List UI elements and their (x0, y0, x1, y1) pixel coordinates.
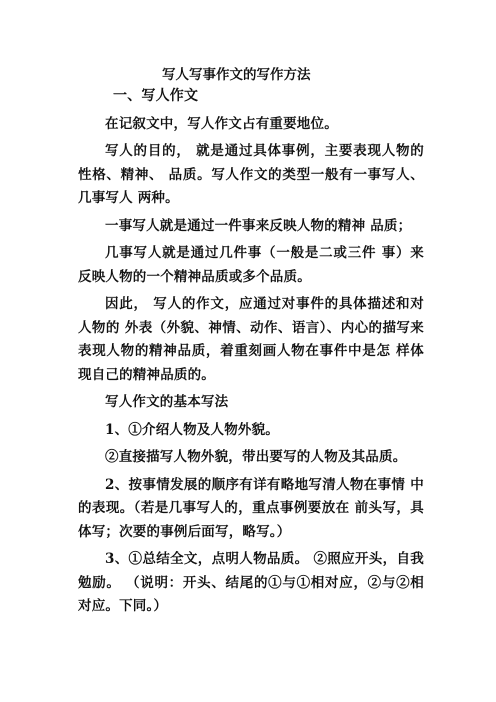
page-title: 写人写事作文的写作方法 (162, 67, 311, 83)
paragraph: 写人作文的基本写法 (105, 394, 229, 410)
document-body (78, 85, 424, 623)
paragraph: 几事写人就是通过几件事（一般是二或三件 事）来反映人物的一个精神品质或多个品质。 (78, 245, 424, 285)
paragraph: 在记叙文中，写人作文占有重要地位。 (105, 115, 338, 132)
paragraph: 因此， 写人的作文，应通过对事件的具体描述和对人物的 外表（外貌、神情、动作、语言）、内心的描写来 表现人物的精神品质，着重刻画人物在事件中是怎 样体现自己的精神品质的。 (78, 296, 424, 383)
paragraph: 1、①介绍人物及人物外貌。 (105, 421, 279, 438)
paragraph: 写人的目的， 就是通过具体事例，主要表现人物的性格、精神、 品质。写人作文的类型一般有一事写人、几事写人 两种。 (78, 143, 424, 206)
paragraph: 2、按事情发展的顺序有详有略地写清人物在事情 中的表现。（若是几事写人的，重点事例要放在 前头写，具体写；次要的事例后面写，略写。） (78, 476, 424, 540)
paragraph: ②直接描写人物外貌，带出要写的人物及其品质。 (105, 449, 407, 465)
paragraph: 一事写人就是通过一件事来反映人物的精神 品质； (105, 217, 412, 234)
section-heading: 一、写人作文 (113, 88, 199, 104)
paragraph: 3、①总结全文，点明人物品质。 ②照应开头，自我勉励。 （说明：开头、结尾的①与①相对应，②与②相 对应。下同。） (78, 551, 424, 614)
